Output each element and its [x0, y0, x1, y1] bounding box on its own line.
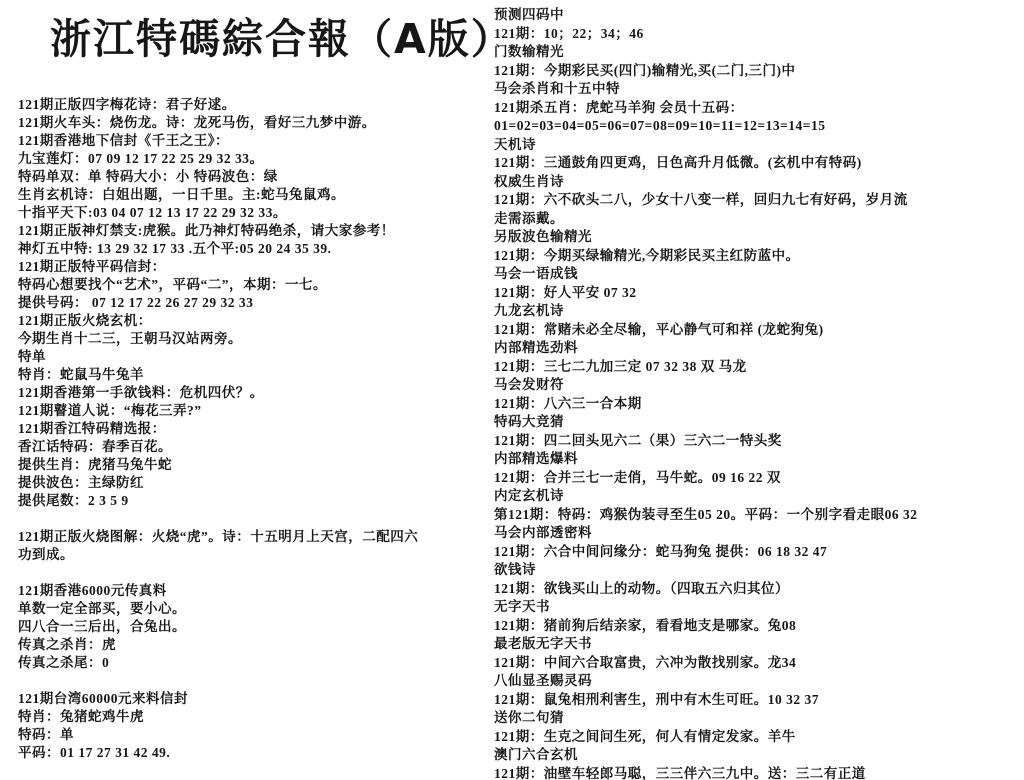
text-line: 121期：生克之间问生死，何人有情定发家。羊牛: [494, 728, 796, 744]
text-line: 121期：常赌未必全尽输，平心静气可和祥 (龙蛇狗兔): [494, 321, 824, 337]
text-line: 神灯五中特: 13 29 32 17 33 .五个平:05 20 24 35 39.: [18, 241, 332, 256]
text-line: 功到成。: [18, 547, 74, 562]
text-line: [18, 672, 492, 690]
text-line: 121期：中间六合取富贵，六冲为散找别家。龙34: [494, 654, 797, 670]
text-line: 01=02=03=04=05=06=07=08=09=10=11=12=13=14=15: [494, 118, 826, 133]
text-line: 马会一语成钱: [494, 266, 578, 281]
text-line: 送你二句猜: [494, 710, 564, 725]
text-line: 121期瞽道人说：“梅花三弄?”: [18, 403, 202, 418]
text-line: 提供生肖：虎猪马兔牛蛇: [18, 457, 172, 472]
left-column: [18, 96, 492, 762]
text-line: 121期香港地下信封《千王之王》：: [18, 133, 229, 148]
text-line: 内部精选劲料: [494, 340, 578, 355]
text-line: 四八合一三后出，合兔出。: [18, 619, 186, 634]
text-line: 特肖：兔猪蛇鸡牛虎: [18, 709, 144, 724]
text-line: 澳门六合玄机: [494, 747, 578, 762]
text-line: 121期：今期买绿输精光,今期彩民买主红防蓝中。: [494, 247, 800, 263]
text-line: 特码心想要找个“艺术”，平码“二”，本期：一七。: [18, 277, 327, 292]
text-line: 传真之杀尾：0: [18, 655, 110, 670]
text-line: 121期香江特码精选报：: [18, 421, 166, 436]
text-line: 十指平天下:03 04 07 12 13 17 22 29 32 33。: [18, 205, 287, 220]
text-line: 权威生肖诗: [494, 173, 564, 189]
text-line: [18, 510, 492, 528]
text-line: [18, 564, 492, 582]
text-line: 121期：好人平安 07 32: [494, 284, 637, 300]
text-line: 特肖：蛇鼠马牛兔羊: [18, 367, 144, 382]
text-line: 马会杀肖和十五中特: [494, 81, 620, 96]
text-line: 欲钱诗: [494, 562, 536, 577]
text-line: 121期香港第一手欲钱料：危机四伏？。: [18, 385, 264, 400]
text-line: 121期正版四字梅花诗：君子好逑。: [18, 97, 236, 112]
text-line: 特码单双：单 特码大小：小 特码波色：绿: [18, 169, 278, 184]
text-line: 121期香港6000元传真料: [18, 583, 167, 598]
text-line: 提供尾数：2 3 5 9: [18, 493, 129, 508]
text-line: 无字天书: [494, 599, 550, 614]
text-line: 门数输精光: [494, 44, 564, 59]
text-line: 121期火车头：烧伤龙。诗：龙死马伤，看好三九梦中游。: [18, 115, 376, 130]
text-line: 平码：01 17 27 31 42 49.: [18, 745, 171, 760]
text-line: 预测四码中: [494, 7, 564, 22]
text-line: 香江话特码：春季百花。: [18, 439, 172, 454]
text-line: 121期台湾60000元来料信封: [18, 691, 188, 706]
text-line: 121期正版神灯禁支:虎猴。此乃神灯特码绝杀，请大家参考！: [18, 223, 395, 238]
text-line: 121期：今期彩民买(四门)输精光,买(二门,三门)中: [494, 62, 796, 78]
text-line: 九宝莲灯：07 09 12 17 22 25 29 32 33。: [18, 151, 264, 166]
text-line: 121期：四二回头见六二（果）三六二一特头奖: [494, 432, 782, 448]
text-line: 121期：猪前狗后结亲家，看看地支是哪家。兔08: [494, 617, 797, 633]
report-title: 浙江特碼綜合報（A版）: [50, 15, 514, 63]
right-column: [494, 6, 1022, 780]
text-line: 121期：油壁车轻郎马聪，三三伴六三九中。送：三二有正道: [494, 765, 866, 780]
text-line: 传真之杀肖：虎: [18, 637, 116, 652]
text-line: 内定玄机诗: [494, 488, 564, 503]
text-line: 生肖玄机诗：白姐出题，一日千里。主:蛇马兔鼠鸡。: [18, 187, 345, 202]
text-line: 走需添戴。: [494, 210, 564, 226]
text-line: 第121期：特码：鸡猴伪装寻至生05 20。平码：一个别字看走眼06 32: [494, 506, 918, 522]
text-line: 121期：三通鼓角四更鸡，日色高升月低微。(玄机中有特码): [494, 155, 862, 170]
text-line: 特单: [18, 349, 46, 364]
text-line: 单数一定全部买，要小心。: [18, 601, 186, 616]
text-line: 马会发财符: [494, 377, 564, 392]
text-line: 马会内部透密料: [494, 525, 592, 540]
text-line: 121期：六合中间问缘分：蛇马狗兔 提供：06 18 32 47: [494, 543, 828, 559]
text-line: 121期：三七二九加三定 07 32 38 双 马龙: [494, 358, 747, 374]
text-line: 121期正版火烧玄机：: [18, 313, 152, 328]
text-line: 提供号码： 07 12 17 22 26 27 29 32 33: [18, 295, 254, 310]
text-line: 121期：八六三一合本期: [494, 395, 642, 411]
text-line: 今期生肖十二三，王朝马汉站两旁。: [18, 331, 242, 346]
text-line: 提供波色：主绿防红: [18, 475, 144, 490]
text-line: 特码：单: [18, 727, 74, 742]
text-line: 内部精选爆料: [494, 451, 578, 466]
text-line: 121期正版火烧图解：火烧“虎”。诗：十五明月上天宫，二配四六: [18, 529, 419, 544]
text-line: 121期正版特平码信封：: [18, 259, 166, 274]
text-line: 121期：鼠兔相刑利害生，刑中有木生可旺。10 32 37: [494, 691, 819, 707]
text-line: 八仙显圣赐灵码: [494, 673, 592, 688]
text-line: 121期：合并三七一走俏，马牛蛇。09 16 22 双: [494, 469, 781, 485]
text-line: 最老版无字天书: [494, 636, 592, 651]
text-line: 121期：10；22；34；46: [494, 25, 644, 41]
text-line: 121期：六不砍头二八，少女十八变一样，回归九七有好码，岁月流: [494, 192, 908, 207]
text-line: 特码大竞猜: [494, 414, 564, 429]
text-line: 另版波色输精光: [494, 229, 592, 244]
text-line: 121期杀五肖：虎蛇马羊狗 会员十五码：: [494, 99, 744, 115]
text-line: 天机诗: [494, 136, 536, 152]
text-line: 121期：欲钱买山上的动物。（四取五六归其位）: [494, 580, 789, 596]
text-line: 九龙玄机诗: [494, 303, 564, 318]
